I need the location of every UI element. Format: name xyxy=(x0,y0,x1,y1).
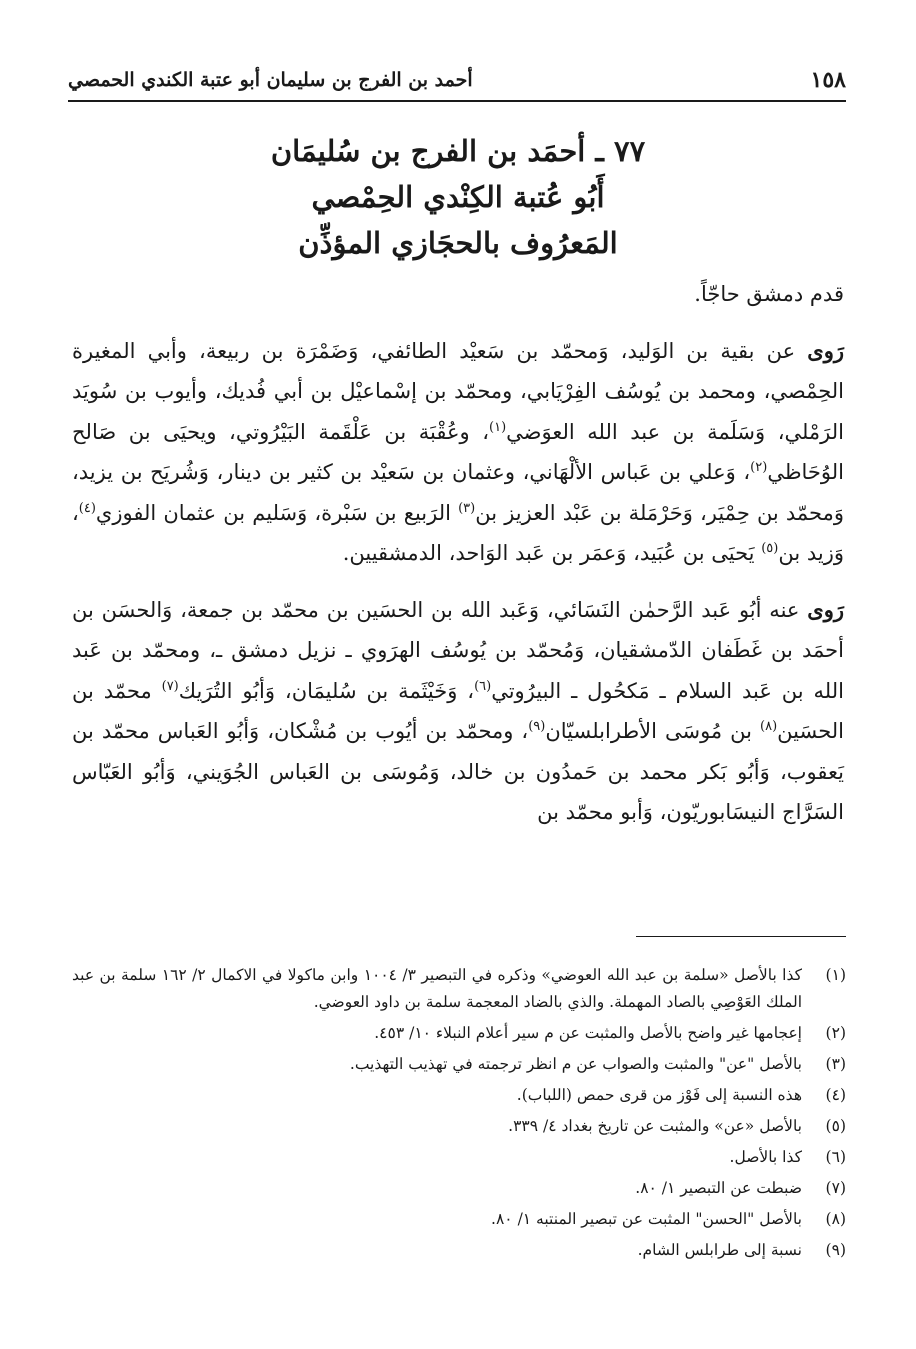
paragraph-narrated-by xyxy=(72,590,844,833)
paragraph-arrival: قدم دمشق حاجّاً. xyxy=(694,282,844,306)
footnote-item xyxy=(72,1237,846,1264)
footnote-text: كذا بالأصل. xyxy=(729,1148,802,1166)
paragraph-text: ، وَخَيْثَمة بن سُليمَان، وَأبُو التُرَيك xyxy=(178,678,475,703)
paragraph-text: ، وعُقْبَة بن عَلْقَمة البَيْرُوتي، ويحيَى بن صَالح الوُحَاظي xyxy=(72,419,844,484)
footnote-item xyxy=(72,1051,846,1078)
footnote-text: بالأصل "عن" والمثبت والصواب عن م انظر ترجمته في تهذيب التهذيب. xyxy=(349,1055,802,1073)
footnote-number: (٦) xyxy=(825,1148,846,1166)
entry-body xyxy=(72,274,844,833)
footnote-ref-4[interactable]: (٤) xyxy=(78,500,96,516)
entry-heading xyxy=(70,128,846,266)
footnote-ref-6[interactable]: (٦) xyxy=(474,678,492,694)
footnote-number: (٢) xyxy=(825,1024,846,1042)
entry-heading-line-2: أَبُو عُتبة الكِنْدي الحِمْصي xyxy=(311,180,605,214)
footnote-item xyxy=(72,962,846,1016)
paragraph-text: بن مُوسَى الأطرابلسيّان xyxy=(545,719,760,743)
footnote-text: نسبة إلى طرابلس الشام. xyxy=(637,1241,802,1259)
footnote-text: هذه النسبة إلى فَوْز من قرى حمص (اللباب). xyxy=(516,1086,802,1104)
paragraph-lead-word: رَوى xyxy=(807,596,844,622)
footnote-number: (٨) xyxy=(825,1210,846,1228)
footnote-ref-2[interactable]: (٢) xyxy=(750,460,768,475)
footnote-text: بالأصل «عن» والمثبت عن تاريخ بغداد ٤/ ٣٣٩. xyxy=(508,1117,802,1135)
footnote-number: (٩) xyxy=(825,1241,846,1259)
paragraph-text: الرَبيع بن سَبْرة، وَسَليم بن عثمان الفوزي xyxy=(95,500,459,525)
footnote-ref-1[interactable]: (١) xyxy=(489,419,507,435)
footnote-item xyxy=(72,1020,846,1047)
footnote-text: كذا بالأصل «سلمة بن عبد الله العوضي» وذكره في التبصير ٣/ ١٠٠٤ وابن ماكولا في الاكمال ٢/ ١٦٢ سلمة بن عبد الملك العَوْصِي بالصاد المهملة. والذي بالضاد المعجمة سلمة بن داود العوضي. xyxy=(72,966,802,1011)
footnote-ref-7[interactable]: (٧) xyxy=(161,678,179,694)
paragraph-text: محمّد بن الحسَين xyxy=(72,678,844,743)
footnote-item xyxy=(72,1082,846,1109)
footnote-number: (١) xyxy=(825,966,846,984)
footnote-number: (٤) xyxy=(825,1086,846,1104)
paragraph-text: ، ومحمّد بن أيُوب بن مُشْكان، وَأبُو العَباس محمّد بن يَعقوب، وَأبُو بَكر محمد بن حَمدُون بن خالد، وَمُوسَى بن العَباس الجُوَيني، وَأبُو العَبّاس السَرَّاج النيسَابوريّون، وَأبو محمّد بن xyxy=(72,719,844,824)
running-header-title: أحمد بن الفرج بن سليمان أبو عتبة الكندي الحمصي xyxy=(68,69,473,91)
footnote-divider xyxy=(636,936,846,937)
footnote-ref-3[interactable]: (٣) xyxy=(458,500,476,516)
footnotes xyxy=(72,962,846,1268)
footnote-text: بالأصل "الحسن" المثبت عن تبصير المنتبه ١/ ٨٠. xyxy=(491,1210,802,1228)
paragraph-narrated-from xyxy=(72,331,844,574)
footnote-number: (٧) xyxy=(825,1179,846,1197)
footnote-text: إعجامها غير واضح بالأصل والمثبت عن م سير أعلام النبلاء ١٠/ ٤٥٣. xyxy=(374,1024,802,1042)
entry-heading-line-3: المَعرُوف بالحجَازي المؤذِّن xyxy=(298,226,618,260)
footnote-item xyxy=(72,1175,846,1202)
footnote-item xyxy=(72,1206,846,1233)
paragraph-text: عن بقية بن الوَليد، وَمحمّد بن سَعيْد الطائفي، وَضَمْرَة بن ربيعة، وأبي المغيرة الحِمْصي، ومحمد بن يُوسُف الفِرْيَابي، ومحمّد بن إسْماعيْل بن أبي فُديك، وأيوب بن سُويَد الرَمْلي، وَسَلَمة بن عبد الله العوَضي xyxy=(72,338,845,444)
footnote-number: (٥) xyxy=(825,1117,846,1135)
paragraph-text: ، وَعلي بن عَباس الألْهَاني، وعثمان بن سَعيْد بن كثير بن دينار، وَشُريَح بن يزيد، وَمحمّد بن حِمْيَر، وَحَرْمَلة بن عَبْد العزيز بن xyxy=(72,460,845,525)
footnote-item xyxy=(72,1113,846,1140)
paragraph-lead-word: رَوى xyxy=(807,337,844,363)
entry-heading-line-1: ٧٧ ـ أحمَد بن الفرج بن سُليمَان xyxy=(270,134,646,168)
running-header xyxy=(68,60,846,102)
footnote-text: ضبطت عن التبصير ١/ ٨٠. xyxy=(635,1179,802,1197)
paragraph-text: يَحيَى بن عُبَيد، وَعمَر بن عَبد الوَاحد، الدمشقيين. xyxy=(342,541,762,565)
footnote-ref-8[interactable]: (٨) xyxy=(760,719,778,734)
page-number: ١٥٨ xyxy=(810,67,846,93)
footnote-ref-5[interactable]: (٥) xyxy=(761,541,779,556)
paragraph-text: ، وَزيد بن xyxy=(72,500,844,565)
footnote-item xyxy=(72,1144,846,1171)
footnote-number: (٣) xyxy=(825,1055,846,1073)
paragraph-text: عنه أبُو عَبد الرَّحمٰن النَسَائي، وَعَبد الله بن الحسَين بن محمّد بن جمعة، وَالحسَن بن أحمَد بن غَطَفان الدّمشقيان، وَمُحمّد بن يُوسُف الهرَوي ـ نزيل دمشق ـ، ومحمّد بن عَبد الله بن عَبد السلام ـ مَكحُول ـ البيرُوتي xyxy=(72,597,844,703)
footnote-ref-9[interactable]: (٩) xyxy=(528,719,546,734)
